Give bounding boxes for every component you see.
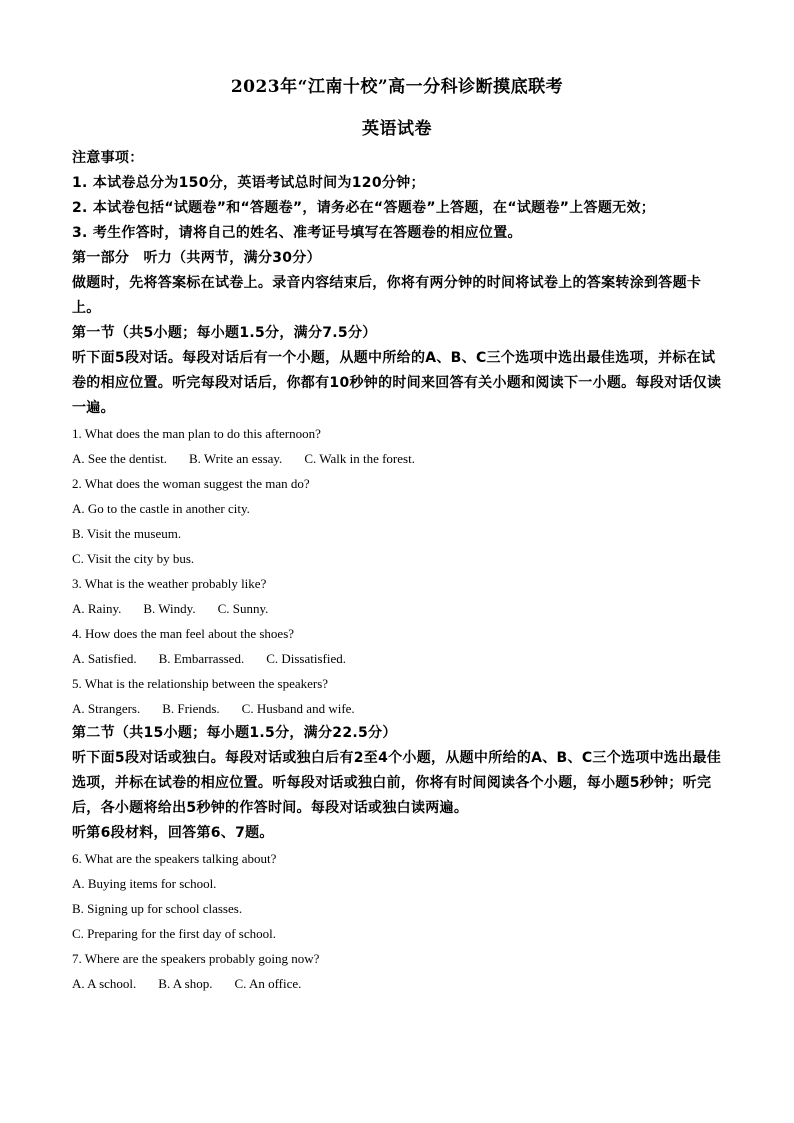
section2-heading: 第二节（共15小题；每小题1.5分，满分22.5分） bbox=[72, 725, 397, 741]
option-c: C. Preparing for the first day of school. bbox=[72, 926, 276, 941]
section1-heading: 第一节（共5小题；每小题1.5分，满分7.5分） bbox=[72, 325, 377, 341]
question-options bbox=[72, 446, 722, 471]
question-stem: 2. What does the woman suggest the man do? bbox=[72, 476, 310, 491]
option-a: A. Buying items for school. bbox=[72, 876, 217, 891]
option-a: A. A school. bbox=[72, 976, 137, 991]
question-stem: 1. What does the man plan to do this afternoon? bbox=[72, 426, 321, 441]
exam-subject: 英语试卷 bbox=[362, 119, 432, 139]
option-c: C. Visit the city by bus. bbox=[72, 551, 195, 566]
part1-heading: 第一部分 听力（共两节，满分30分） bbox=[72, 250, 321, 266]
question-stem: 5. What is the relationship between the speakers? bbox=[72, 676, 329, 691]
question-stem: 6. What are the speakers talking about? bbox=[72, 851, 277, 866]
notice-item: 2. 本试卷包括“试题卷”和“答题卷”，请务必在“答题卷”上答题，在“试题卷”上答题无效； bbox=[72, 200, 656, 216]
option-b: B. Embarrassed. bbox=[158, 651, 245, 666]
exam-content bbox=[72, 146, 722, 996]
question-stem: 7. Where are the speakers probably going now? bbox=[72, 951, 320, 966]
material-label: 听第6段材料，回答第6、7题。 bbox=[72, 825, 274, 841]
question-stem: 4. How does the man feel about the shoes? bbox=[72, 626, 295, 641]
option-a: A. Satisfied. bbox=[72, 651, 137, 666]
option-a: A. Rainy. bbox=[72, 601, 122, 616]
option-c: C. Dissatisfied. bbox=[266, 651, 347, 666]
section2-instruction: 听下面5段对话或独白。每段对话或独白后有2至4个小题，从题中所给的A、B、C三个选项中选出最佳选项，并标在试卷的相应位置。听每段对话或独白前，你将有时间阅读各个小题，每小题5秒钟；听完后，各小题将给出5秒钟的作答时间。每段对话或独白读两遍。 bbox=[72, 750, 722, 816]
question-options bbox=[72, 696, 722, 721]
section1-instruction: 听下面5段对话。每段对话后有一个小题，从题中所给的A、B、C三个选项中选出最佳选项，并标在试卷的相应位置。听完每段对话后，你都有10秒钟的时间来回答有关小题和阅读下一小题。每段对话仅读一遍。 bbox=[72, 350, 722, 416]
option-b: B. Write an essay. bbox=[188, 451, 283, 466]
option-c: C. Walk in the forest. bbox=[304, 451, 415, 466]
question-options bbox=[72, 596, 722, 621]
notice-item: 3. 考生作答时，请将自己的姓名、准考证号填写在答题卷的相应位置。 bbox=[72, 225, 522, 241]
notice-heading: 注意事项： bbox=[72, 150, 144, 166]
option-a: A. Strangers. bbox=[72, 701, 141, 716]
option-a: A. Go to the castle in another city. bbox=[72, 501, 250, 516]
notice-item: 1. 本试卷总分为150分，英语考试总时间为120分钟； bbox=[72, 175, 425, 191]
question-options bbox=[72, 646, 722, 671]
question-options bbox=[72, 971, 722, 996]
option-c: C. Husband and wife. bbox=[241, 701, 355, 716]
part1-instruction: 做题时，先将答案标在试卷上。录音内容结束后，你将有两分钟的时间将试卷上的答案转涂到答题卡上。 bbox=[72, 275, 702, 316]
option-b: B. Friends. bbox=[162, 701, 220, 716]
option-b: B. A shop. bbox=[158, 976, 213, 991]
question-stem: 3. What is the weather probably like? bbox=[72, 576, 267, 591]
option-b: B. Windy. bbox=[143, 601, 196, 616]
option-a: A. See the dentist. bbox=[72, 451, 167, 466]
option-b: B. Signing up for school classes. bbox=[72, 901, 243, 916]
exam-title: 2023年“江南十校”高一分科诊断摸底联考 bbox=[230, 77, 564, 97]
option-c: C. Sunny. bbox=[217, 601, 269, 616]
option-c: C. An office. bbox=[234, 976, 302, 991]
option-b: B. Visit the museum. bbox=[72, 526, 182, 541]
